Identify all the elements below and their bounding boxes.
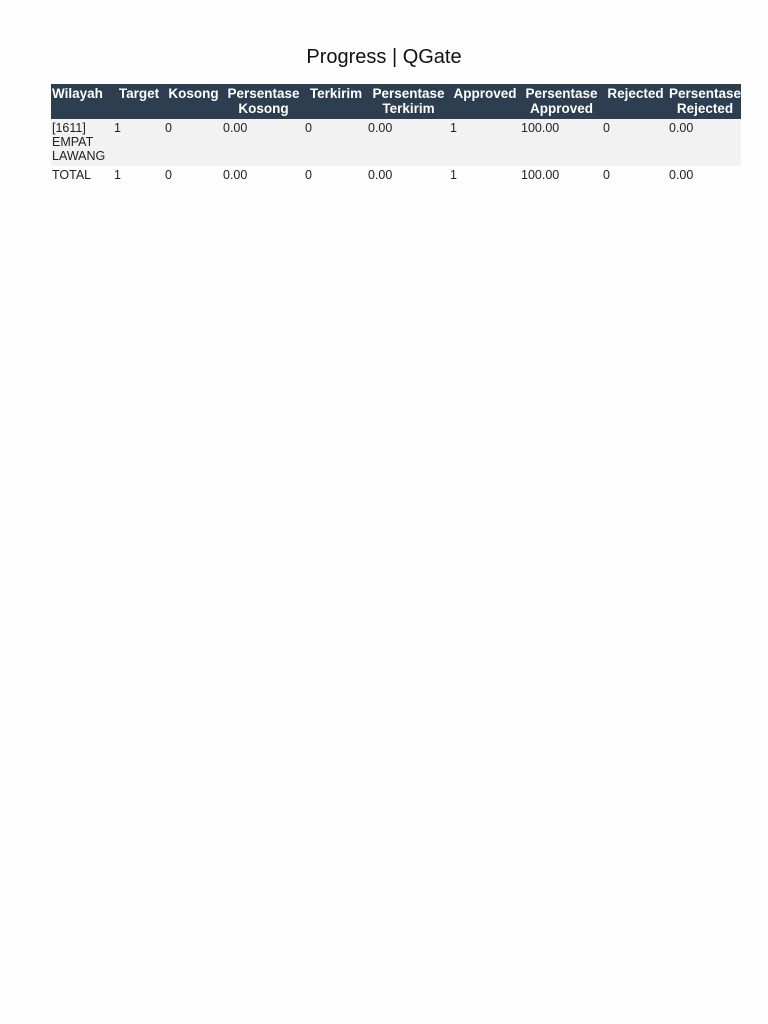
progress-table (51, 84, 741, 184)
cell-persentase-approved: 100.00 (520, 119, 602, 166)
total-persentase-rejected: 0.00 (669, 168, 694, 182)
header-target[interactable]: Target (113, 84, 164, 119)
table-body (51, 119, 741, 184)
header-persentase-terkirim[interactable]: Persentase Terkirim (367, 84, 449, 119)
total-row (51, 166, 741, 184)
header-persentase-approved[interactable]: Persentase Approved (520, 84, 602, 119)
total-terkirim: 0 (305, 168, 312, 182)
total-wilayah: TOTAL (52, 168, 92, 182)
cell-target: 1 (113, 119, 164, 166)
header-persentase-rejected[interactable]: Persentase Rejected (668, 84, 741, 119)
total-kosong: 0 (165, 168, 172, 182)
total-persentase-terkirim: 0.00 (368, 168, 393, 182)
table-row (51, 119, 741, 166)
cell-terkirim: 0 (304, 119, 367, 166)
header-approved[interactable]: Approved (449, 84, 520, 119)
cell-kosong: 0 (164, 119, 222, 166)
total-persentase-kosong: 0.00 (223, 168, 248, 182)
total-approved: 1 (450, 168, 457, 182)
cell-wilayah: [1611] EMPAT LAWANG (51, 119, 113, 166)
header-wilayah[interactable]: Wilayah (51, 84, 113, 119)
header-terkirim[interactable]: Terkirim (304, 84, 367, 119)
cell-rejected: 0 (602, 119, 668, 166)
header-kosong[interactable]: Kosong (164, 84, 222, 119)
cell-approved: 1 (449, 119, 520, 166)
total-rejected: 0 (603, 168, 610, 182)
cell-persentase-kosong: 0.00 (222, 119, 304, 166)
header-row (51, 84, 741, 119)
header-rejected[interactable]: Rejected (602, 84, 668, 119)
total-target: 1 (114, 168, 121, 182)
cell-persentase-rejected: 0.00 (668, 119, 741, 166)
page-title: Progress | QGate (306, 46, 462, 68)
total-persentase-approved: 100.00 (521, 168, 560, 182)
header-persentase-kosong[interactable]: Persentase Kosong (222, 84, 304, 119)
table-header (51, 84, 741, 119)
cell-persentase-terkirim: 0.00 (367, 119, 449, 166)
